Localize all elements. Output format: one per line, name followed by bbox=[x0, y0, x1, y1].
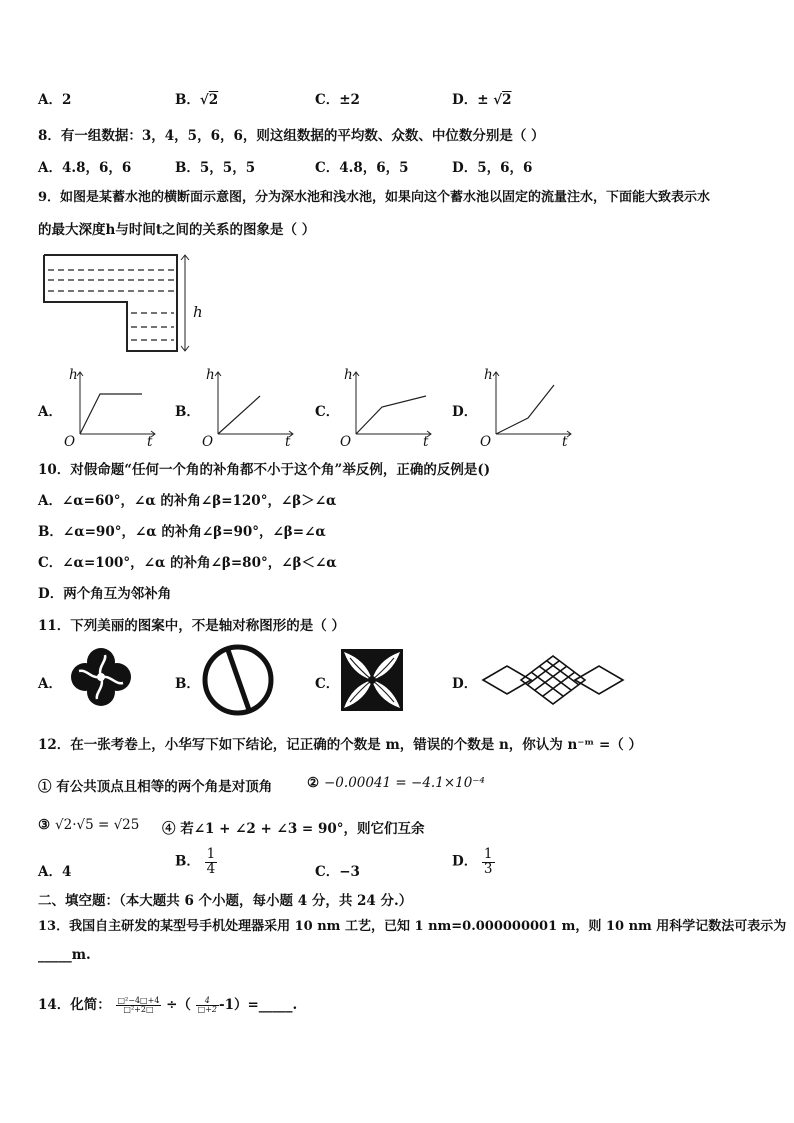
q7-option-a: A．2 bbox=[38, 92, 72, 108]
q13-line2: _____m. bbox=[38, 947, 91, 963]
q12-stem: 12．在一张考卷上，小华写下如下结论，记正确的个数是 m，错误的个数是 n，你认为 n⁻ᵐ =（ ） bbox=[38, 737, 642, 753]
q9-stem-line2: 的最大深度h与时间t之间的关系的图象是（ ） bbox=[38, 222, 316, 238]
q12-statement-2-expr: −0.00041 = −4.1×10⁻⁴ bbox=[324, 775, 485, 791]
q11-option-b: B． bbox=[175, 676, 200, 692]
q12-option-d: D． $\frac{1}{3}$ bbox=[452, 846, 493, 877]
q11-stem: 11．下列美丽的图案中，不是轴对称图形的是（ ） bbox=[38, 618, 345, 634]
q10-option-d: D．两个角互为邻补角 bbox=[38, 586, 172, 602]
q7-option-b: B．√2 bbox=[175, 92, 219, 108]
q8-option-a: A．4.8，6，6 bbox=[38, 160, 132, 176]
q9-option-b: B． bbox=[175, 404, 200, 420]
q14-expression: 14．化简： $\frac{\text{□²−4□+4}}{\text{□²+2□}}$ ÷（ $\frac{4}{□+2}$ -1）=_____. bbox=[38, 996, 298, 1014]
no-entry-circle-icon bbox=[201, 643, 277, 719]
q12-statement-3-expr: √2·√5 = √25 bbox=[55, 817, 140, 833]
graph-c-h-label: h bbox=[344, 367, 353, 383]
graph-d-t-label: t bbox=[562, 434, 568, 450]
graph-b-origin: O bbox=[202, 434, 214, 450]
four-petal-square-icon bbox=[340, 648, 404, 712]
q12-option-b: B． $\frac{1}{4}$ bbox=[175, 846, 216, 877]
graph-d-origin: O bbox=[480, 434, 492, 450]
q8-option-c: C．4.8，6，5 bbox=[315, 160, 409, 176]
q10-stem: 10．对假命题“任何一个角的补角都不小于这个角”举反例，正确的反例是() bbox=[38, 462, 491, 478]
q12-option-c: C．−3 bbox=[315, 864, 360, 880]
endless-knot-icon bbox=[481, 652, 625, 708]
q12-option-a: A．4 bbox=[38, 864, 72, 880]
graph-b-h-label: h bbox=[206, 367, 215, 383]
graph-a-origin: O bbox=[64, 434, 76, 450]
graph-c-origin: O bbox=[340, 434, 352, 450]
q12-statement-1: ① 有公共顶点且相等的两个角是对顶角 bbox=[38, 779, 273, 795]
q8-stem: 8．有一组数据：3，4，5，6，6，则这组数据的平均数、众数、中位数分别是（ ） bbox=[38, 128, 545, 144]
section-2-heading: 二、填空题：（本大题共 6 个小题，每小题 4 分，共 24 分.） bbox=[38, 893, 413, 909]
graph-a-h-label: h bbox=[69, 367, 78, 383]
q8-option-b: B．5，5，5 bbox=[175, 160, 256, 176]
depth-label: h bbox=[193, 303, 203, 321]
q11-option-a: A． bbox=[38, 676, 62, 692]
q10-option-a: A．∠α=60°，∠α 的补角∠β=120°，∠β＞∠α bbox=[38, 493, 337, 509]
graph-c-t-label: t bbox=[423, 434, 429, 450]
q9-option-d: D． bbox=[452, 404, 478, 420]
q7-option-c: C．±2 bbox=[315, 92, 360, 108]
q11-option-c: C． bbox=[315, 676, 340, 692]
q13-line1: 13．我国自主研发的某型号手机处理器采用 10 nm 工艺，已知 1 nm=0.000000001 m，则 10 nm 用科学记数法可表示为 bbox=[38, 919, 787, 934]
q9-option-a: A． bbox=[38, 404, 62, 420]
q9-stem-line1: 9．如图是某蓄水池的横断面示意图，分为深水池和浅水池，如果向这个蓄水池以固定的流量注水，下面能大致表示水 bbox=[38, 190, 711, 205]
q10-option-b: B．∠α=90°，∠α 的补角∠β=90°，∠β=∠α bbox=[38, 524, 326, 540]
q10-option-c: C．∠α=100°，∠α 的补角∠β=80°，∠β＜∠α bbox=[38, 555, 337, 571]
graph-b-t-label: t bbox=[285, 434, 291, 450]
q11-option-d: D． bbox=[452, 676, 478, 692]
clover-pattern-icon bbox=[67, 647, 135, 707]
q12-statement-4: ④ 若∠1 + ∠2 + ∠3 = 90°，则它们互余 bbox=[162, 821, 425, 837]
q8-option-d: D．5，6，6 bbox=[452, 160, 533, 176]
q12-statement-3-marker: ③ bbox=[38, 817, 51, 833]
q9-option-c: C． bbox=[315, 404, 340, 420]
graph-d-h-label: h bbox=[484, 367, 493, 383]
q7-option-d: D．± √2 bbox=[452, 92, 512, 108]
q12-statement-2-marker: ② bbox=[307, 775, 320, 791]
graph-a-t-label: t bbox=[147, 434, 153, 450]
